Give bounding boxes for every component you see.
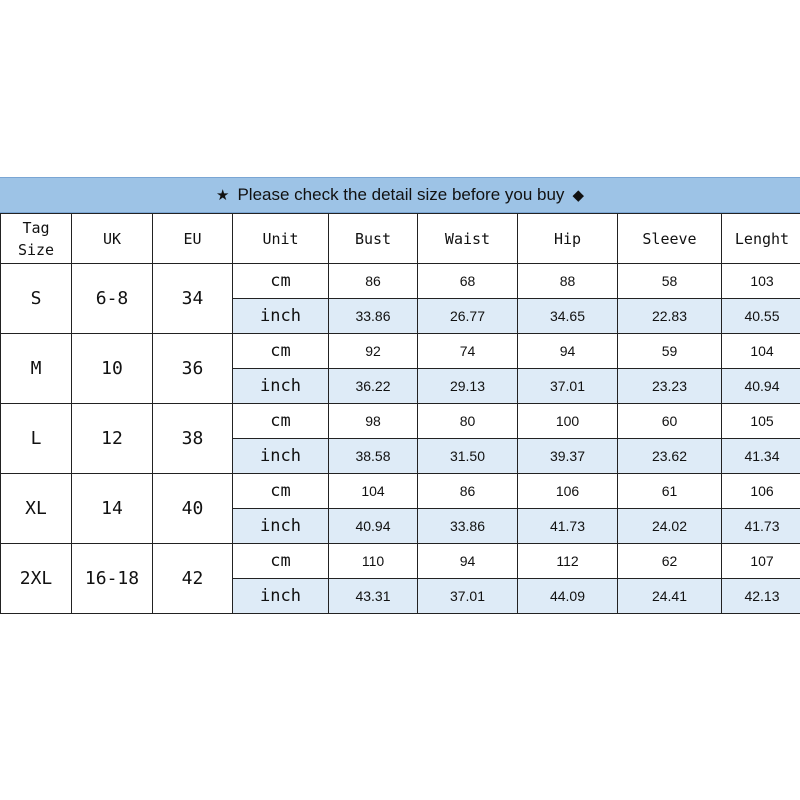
sleeve-value-cell: 22.83 [618,299,722,334]
lenght-value-cell: 105 [722,404,800,439]
header-uk: UK [72,214,153,264]
unit-cell: inch [233,439,329,474]
sleeve-value-cell: 62 [618,544,722,579]
unit-cell: inch [233,299,329,334]
unit-cell: cm [233,474,329,509]
hip-value-cell: 94 [518,334,618,369]
sleeve-value-cell: 24.02 [618,509,722,544]
hip-value-cell: 44.09 [518,579,618,614]
waist-value-cell: 74 [418,334,518,369]
lenght-value-cell: 104 [722,334,800,369]
hip-value-cell: 106 [518,474,618,509]
table-row [1,264,800,299]
unit-cell: inch [233,369,329,404]
hip-value-cell: 37.01 [518,369,618,404]
waist-value-cell: 33.86 [418,509,518,544]
size-chart-table [0,213,800,614]
header-bust: Bust [329,214,418,264]
eu-size-cell: 36 [153,334,233,404]
sleeve-value-cell: 23.62 [618,439,722,474]
lenght-value-cell: 42.13 [722,579,800,614]
sleeve-value-cell: 23.23 [618,369,722,404]
bust-value-cell: 43.31 [329,579,418,614]
sleeve-value-cell: 61 [618,474,722,509]
hip-value-cell: 88 [518,264,618,299]
bust-value-cell: 110 [329,544,418,579]
header-row [1,214,800,264]
unit-cell: cm [233,264,329,299]
star-icon: ★ [216,187,230,204]
bust-value-cell: 86 [329,264,418,299]
table-row [1,334,800,369]
unit-cell: inch [233,509,329,544]
tag-size-cell: XL [1,474,72,544]
unit-cell: cm [233,404,329,439]
eu-size-cell: 42 [153,544,233,614]
bust-value-cell: 38.58 [329,439,418,474]
tag-size-cell: M [1,334,72,404]
uk-size-cell: 12 [72,404,153,474]
unit-cell: cm [233,334,329,369]
waist-value-cell: 86 [418,474,518,509]
unit-cell: cm [233,544,329,579]
lenght-value-cell: 106 [722,474,800,509]
sleeve-value-cell: 59 [618,334,722,369]
tag-size-cell: 2XL [1,544,72,614]
sleeve-value-cell: 58 [618,264,722,299]
header-unit: Unit [233,214,329,264]
hip-value-cell: 39.37 [518,439,618,474]
sleeve-value-cell: 60 [618,404,722,439]
waist-value-cell: 31.50 [418,439,518,474]
bust-value-cell: 92 [329,334,418,369]
banner-text: Please check the detail size before you buy [237,185,565,204]
hip-value-cell: 112 [518,544,618,579]
hip-value-cell: 100 [518,404,618,439]
uk-size-cell: 14 [72,474,153,544]
diamond-icon: ◆ [572,187,584,204]
table-row [1,404,800,439]
tag-size-cell: S [1,264,72,334]
eu-size-cell: 38 [153,404,233,474]
header-tag-size: Tag Size [1,214,72,264]
waist-value-cell: 37.01 [418,579,518,614]
size-chart-banner [0,177,800,213]
header-eu: EU [153,214,233,264]
hip-value-cell: 41.73 [518,509,618,544]
lenght-value-cell: 41.34 [722,439,800,474]
header-sleeve: Sleeve [618,214,722,264]
sleeve-value-cell: 24.41 [618,579,722,614]
table-row [1,544,800,579]
lenght-value-cell: 107 [722,544,800,579]
table-row [1,474,800,509]
header-waist: Waist [418,214,518,264]
lenght-value-cell: 40.55 [722,299,800,334]
hip-value-cell: 34.65 [518,299,618,334]
bust-value-cell: 36.22 [329,369,418,404]
header-hip: Hip [518,214,618,264]
lenght-value-cell: 40.94 [722,369,800,404]
lenght-value-cell: 41.73 [722,509,800,544]
bust-value-cell: 33.86 [329,299,418,334]
tag-size-cell: L [1,404,72,474]
uk-size-cell: 16-18 [72,544,153,614]
header-lenght: Lenght [722,214,800,264]
lenght-value-cell: 103 [722,264,800,299]
uk-size-cell: 6-8 [72,264,153,334]
waist-value-cell: 94 [418,544,518,579]
bust-value-cell: 40.94 [329,509,418,544]
bust-value-cell: 104 [329,474,418,509]
waist-value-cell: 80 [418,404,518,439]
waist-value-cell: 29.13 [418,369,518,404]
bust-value-cell: 98 [329,404,418,439]
unit-cell: inch [233,579,329,614]
waist-value-cell: 68 [418,264,518,299]
uk-size-cell: 10 [72,334,153,404]
waist-value-cell: 26.77 [418,299,518,334]
eu-size-cell: 40 [153,474,233,544]
eu-size-cell: 34 [153,264,233,334]
